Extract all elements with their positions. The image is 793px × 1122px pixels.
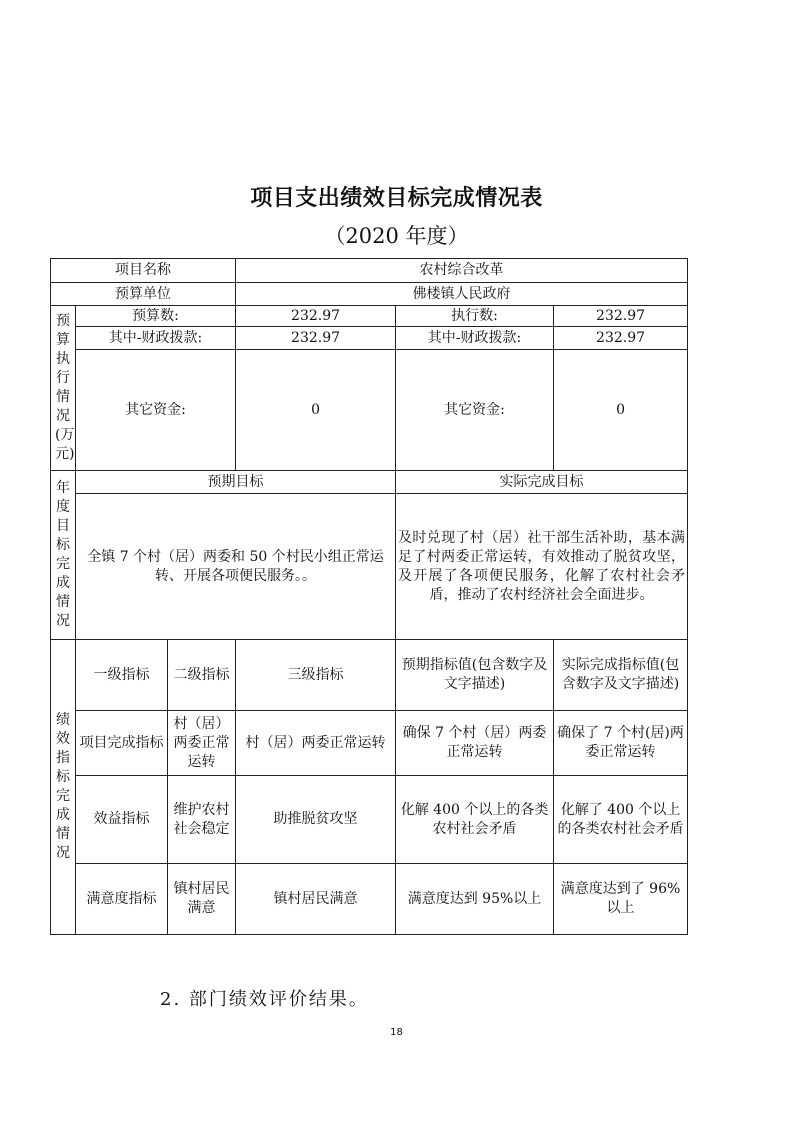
page-subtitle-year: （2020 年度） <box>324 224 469 248</box>
annual-section-label <box>51 471 76 640</box>
project-name-value: 农村综合改革 <box>236 259 688 283</box>
budget-amount-label: 预算数: <box>76 306 236 327</box>
fiscal-label-budget: 其中-财政拨款: <box>76 327 236 350</box>
indicator-section-label-text: 绩效指标完成情况 <box>56 712 70 861</box>
budget-unit-label: 预算单位 <box>51 283 236 306</box>
table-row-budget-amount <box>51 306 688 327</box>
table-row-indicator-headers <box>51 640 688 711</box>
actual-goal-header: 实际完成目标 <box>396 471 688 494</box>
table-row-indicator <box>51 864 688 935</box>
indicator-level2: 镇村居民满意 <box>168 864 236 935</box>
budget-unit-value: 佛楼镇人民政府 <box>236 283 688 306</box>
indicator-header-expected: 预期指标值(包含数字及文字描述) <box>396 640 554 711</box>
indicator-level1: 效益指标 <box>76 776 168 864</box>
section-heading: 2. 部门绩效评价结果。 <box>160 989 369 1010</box>
expected-goal-text: 全镇 7 个村（居）两委和 50 个村民小组正常运转、开展各项便民服务。。 <box>76 494 396 640</box>
other-funds-value-executed: 0 <box>554 350 688 471</box>
indicator-actual: 确保了 7 个村(居)两委正常运转 <box>554 711 688 776</box>
actual-goal-text: 及时兑现了村（居）社干部生活补助，基本满足了村两委正常运转，有效推动了脱贫攻坚，及开展了各项便民服务，化解了农村社会矛盾，推动了农村经济社会全面进步。 <box>396 494 688 640</box>
executed-amount-value: 232.97 <box>554 306 688 327</box>
performance-table <box>50 258 688 935</box>
indicator-level1: 项目完成指标 <box>76 711 168 776</box>
indicator-level3: 助推脱贫攻坚 <box>236 776 396 864</box>
indicator-level3: 镇村居民满意 <box>236 864 396 935</box>
fiscal-value-budget: 232.97 <box>236 327 396 350</box>
page-number: 18 <box>390 1027 403 1038</box>
table-row-other-funds <box>51 350 688 471</box>
budget-section-label <box>51 306 76 471</box>
table-row-indicator <box>51 711 688 776</box>
indicator-level3: 村（居）两委正常运转 <box>236 711 396 776</box>
indicator-section-label <box>51 640 76 935</box>
budget-section-label-text: 预算执行情况(万元) <box>55 313 75 462</box>
table-row-goal-text <box>51 494 688 640</box>
indicator-header-level1: 一级指标 <box>76 640 168 711</box>
page-title: 项目支出绩效目标完成情况表 <box>250 186 543 211</box>
other-funds-value-budget: 0 <box>236 350 396 471</box>
indicator-expected: 确保 7 个村（居）两委正常运转 <box>396 711 554 776</box>
indicator-level2: 维护农村社会稳定 <box>168 776 236 864</box>
other-funds-label-budget: 其它资金: <box>76 350 236 471</box>
budget-amount-value: 232.97 <box>236 306 396 327</box>
indicator-header-level3: 三级指标 <box>236 640 396 711</box>
expected-goal-header: 预期目标 <box>76 471 396 494</box>
table-row-budget-unit <box>51 283 688 306</box>
indicator-header-level2: 二级指标 <box>168 640 236 711</box>
indicator-actual: 化解了 400 个以上的各类农村社会矛盾 <box>554 776 688 864</box>
table-row-indicator <box>51 776 688 864</box>
indicator-expected: 满意度达到 95%以上 <box>396 864 554 935</box>
indicator-actual: 满意度达到了 96%以上 <box>554 864 688 935</box>
other-funds-label-executed: 其它资金: <box>396 350 554 471</box>
indicator-level2: 村（居）两委正常运转 <box>168 711 236 776</box>
table-row-goal-headers <box>51 471 688 494</box>
indicator-header-actual: 实际完成指标值(包含数字及文字描述) <box>554 640 688 711</box>
fiscal-label-executed: 其中-财政拨款: <box>396 327 554 350</box>
table-row-project-name <box>51 259 688 283</box>
fiscal-value-executed: 232.97 <box>554 327 688 350</box>
project-name-label: 项目名称 <box>51 259 236 283</box>
annual-section-label-text: 年度目标完成情况 <box>56 480 70 629</box>
indicator-expected: 化解 400 个以上的各类农村社会矛盾 <box>396 776 554 864</box>
executed-amount-label: 执行数: <box>396 306 554 327</box>
indicator-level1: 满意度指标 <box>76 864 168 935</box>
table-row-fiscal <box>51 327 688 350</box>
